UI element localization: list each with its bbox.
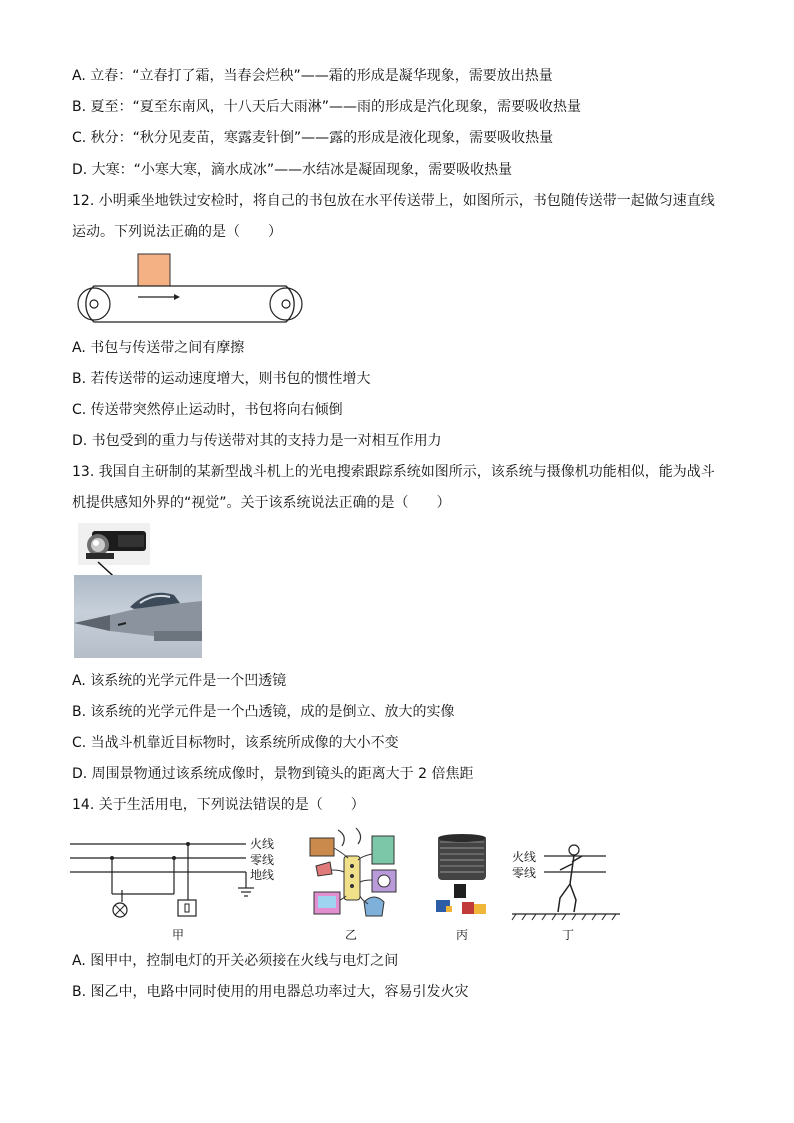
figure-jia-wiring <box>70 834 260 924</box>
q13-option-b: B. 该系统的光学元件是一个凸透镜，成的是倒立、放大的实像 <box>72 704 455 720</box>
jia-neutral-label: 零线 <box>250 853 275 867</box>
q13-stem-line2: 机提供感知外界的“视觉”。关于该系统说法正确的是（ ） <box>72 495 451 511</box>
q12-option-d: D. 书包受到的重力与传送带对其的支持力是一对相互作用力 <box>72 433 442 449</box>
conveyor-belt-figure <box>70 252 314 330</box>
q14-option-a: A. 图甲中，控制电灯的开关必须接在火线与电灯之间 <box>72 953 399 969</box>
figure-bing-wire <box>432 834 492 922</box>
q11-option-c: C. 秋分：“秋分见麦苗，寒露麦针倒”——露的形成是液化现象，需要吸收热量 <box>72 130 554 146</box>
q12-stem-line2: 运动。下列说法正确的是（ ） <box>72 224 282 240</box>
figure-yi-overload <box>308 826 404 922</box>
q11-option-b: B. 夏至：“夏至东南风，十八天后大雨淋”——雨的形成是汽化现象，需要吸收热量 <box>72 99 582 115</box>
jia-live-label: 火线 <box>250 837 275 851</box>
q12-option-a: A. 书包与传送带之间有摩擦 <box>72 340 245 356</box>
q12-option-c: C. 传送带突然停止运动时，书包将向右倾倒 <box>72 402 343 418</box>
q12-stem-line1: 12. 小明乘坐地铁过安检时，将自己的书包放在水平传送带上，如图所示，书包随传送带一起做匀速直线 <box>72 193 715 209</box>
yi-caption: 乙 <box>345 928 358 942</box>
fridge-icon <box>372 836 394 864</box>
microwave-icon <box>310 838 334 856</box>
wire-spool-icon <box>438 836 486 880</box>
jia-caption: 甲 <box>172 928 185 942</box>
q14-option-b: B. 图乙中，电路中同时使用的用电器总功率过大，容易引发火灾 <box>72 984 469 1000</box>
q12-option-b: B. 若传送带的运动速度增大，则书包的惯性增大 <box>72 371 371 387</box>
right-roller <box>270 288 302 320</box>
person-icon <box>569 845 579 855</box>
bing-caption: 丙 <box>456 928 469 942</box>
q11-option-a: A. 立春：“立春打了霜，当春会烂秧”——霜的形成是凝华现象，需要放出热量 <box>72 68 553 84</box>
ding-live-label: 火线 <box>512 850 537 864</box>
ding-neutral-label: 零线 <box>512 866 537 880</box>
belt <box>86 286 294 322</box>
fuse-icon <box>454 884 466 898</box>
iron-icon <box>316 862 332 876</box>
q13-option-d: D. 周围景物通过该系统成像时，景物到镜头的距离大于 2 倍焦距 <box>72 766 474 782</box>
q13-option-a: A. 该系统的光学元件是一个凹透镜 <box>72 673 287 689</box>
kettle-icon <box>364 897 384 916</box>
q11-option-d: D. 大寒：“小寒大寒，滴水成冰”——水结冰是凝固现象，需要吸收热量 <box>72 162 513 178</box>
q13-option-c: C. 当战斗机靠近目标物时，该系统所成像的大小不变 <box>72 735 399 751</box>
q13-stem-line1: 13. 我国自主研制的某新型战斗机上的光电搜索跟踪系统如图所示，该系统与摄像机功能相似，能为战斗 <box>72 464 715 480</box>
ding-caption: 丁 <box>562 928 575 942</box>
camera-pod-photo <box>78 523 150 565</box>
schoolbag-box <box>138 254 170 286</box>
q14-stem: 14. 关于生活用电，下列说法错误的是（ ） <box>72 797 365 813</box>
jia-ground-label: 地线 <box>250 868 275 882</box>
fighter-jet-photo <box>74 575 202 658</box>
left-roller <box>78 288 110 320</box>
